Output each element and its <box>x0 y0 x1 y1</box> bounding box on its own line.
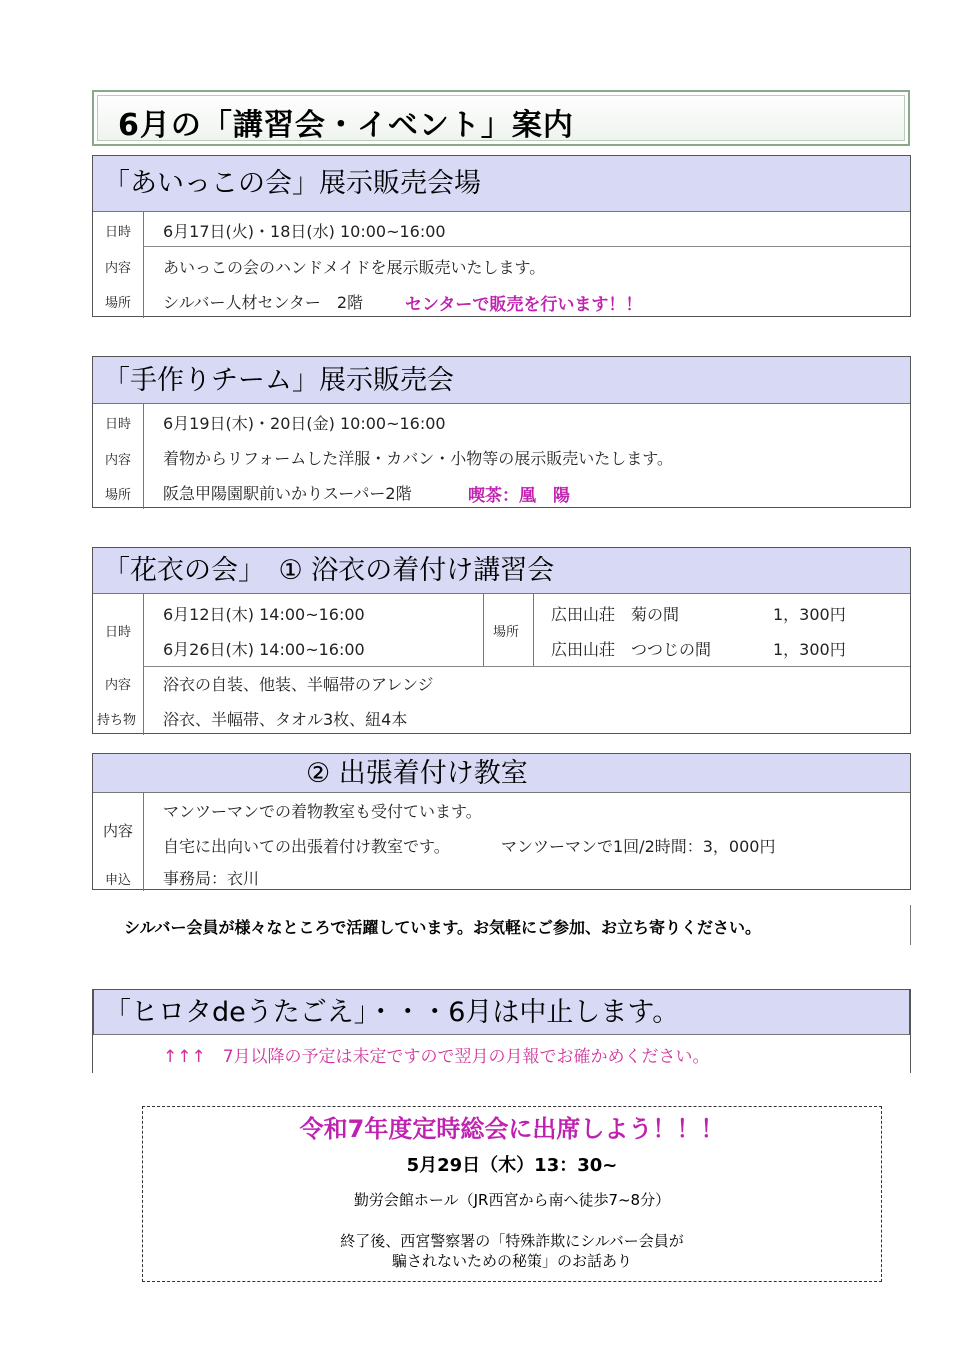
event-place: 阪急甲陽園駅前いかりスーパー2階 <box>163 484 412 503</box>
notice-text: シルバー会員が様々なところで活躍しています。お気軽にご参加、お立ち寄りください。 <box>124 918 762 937</box>
meeting-datetime: 5月29日（木）13：30~ <box>406 1155 618 1176</box>
event-apply: 事務局：衣川 <box>163 869 260 888</box>
event-date: 6月19日(木)・20日(金) 10:00~16:00 <box>163 414 446 433</box>
event-date: 6月17日(火)・18日(水) 10:00~16:00 <box>163 222 446 241</box>
event-price-2: 1，300円 <box>773 640 846 659</box>
event-content: 浴衣の自装、他装、半幅帯のアレンジ <box>163 675 434 694</box>
meeting-title: 令和7年度定時総会に出席しよう！！！ <box>299 1115 725 1143</box>
utagoe-note: ↑↑↑ 7月以降の予定は未定ですので翌月の月報でお確かめください。 <box>163 1047 710 1067</box>
label-place: 場所 <box>105 296 132 311</box>
label-content: 内容 <box>105 678 132 693</box>
label-place: 場所 <box>105 488 132 503</box>
event-line-2-price: マンツーマンで1回/2時間：3，000円 <box>501 837 776 856</box>
label-content: 内容 <box>103 822 134 840</box>
meeting-box <box>142 1106 882 1282</box>
label-date: 日時 <box>105 225 132 240</box>
section-utagoe-title: 「ヒロタdeうたごえ」・・・6月は中止します。 <box>93 989 910 1035</box>
event-place-1: 広田山荘 菊の間 <box>551 605 680 624</box>
section-hanagoromo-title: 「花衣の会」 ① 浴衣の着付け講習会 <box>93 548 910 594</box>
event-place-note: センターで販売を行います！！ <box>405 295 643 315</box>
event-content: 着物からリフォームした洋服・カバン・小物等の展示販売いたします。 <box>163 449 673 468</box>
label-items: 持ち物 <box>97 713 137 728</box>
page-banner <box>92 90 910 146</box>
label-date: 日時 <box>105 417 132 432</box>
meeting-place: 勤労会館ホール（JR西宮から南へ徒歩7~8分） <box>353 1191 671 1209</box>
label-date: 日時 <box>105 625 132 640</box>
event-place-2: 広田山荘 つつじの間 <box>551 640 712 659</box>
event-price-1: 1，300円 <box>773 605 846 624</box>
event-line-2: 自宅に出向いての出張着付け教室です。 <box>163 837 450 856</box>
section-utagoe <box>92 989 911 1073</box>
section-aikko-title: 「あいっこの会」展示販売会場 <box>93 156 910 212</box>
meeting-after-2: 騙されないための秘策」のお話あり <box>391 1252 632 1270</box>
event-date-2: 6月26日(木) 14:00~16:00 <box>163 640 365 659</box>
page-title: 6月の「講習会・イベント」案内 <box>118 108 574 143</box>
event-place: シルバー人材センター 2階 <box>163 293 364 312</box>
section-shutcho <box>92 753 911 890</box>
meeting-after-1: 終了後、西宮警察署の「特殊詐欺にシルバー会員が <box>340 1232 684 1250</box>
section-tezukuri-title: 「手作りチーム」展示販売会 <box>93 357 910 404</box>
label-apply: 申込 <box>105 873 132 888</box>
section-shutcho-title: ② 出張着付け教室 <box>93 754 910 793</box>
section-tezukuri <box>92 356 911 508</box>
section-hanagoromo <box>92 547 911 734</box>
event-place-note: 喫茶：凰 陽 <box>468 486 570 506</box>
label-place: 場所 <box>493 625 520 640</box>
event-items: 浴衣、半幅帯、タオル3枚、紐4本 <box>163 710 408 729</box>
label-content: 内容 <box>105 261 132 276</box>
event-content: あいっこの会のハンドメイドを展示販売いたします。 <box>163 258 546 277</box>
label-content: 内容 <box>105 453 132 468</box>
event-line-1: マンツーマンでの着物教室も受付ています。 <box>163 802 482 821</box>
event-date-1: 6月12日(木) 14:00~16:00 <box>163 605 365 624</box>
section-aikko <box>92 155 911 317</box>
